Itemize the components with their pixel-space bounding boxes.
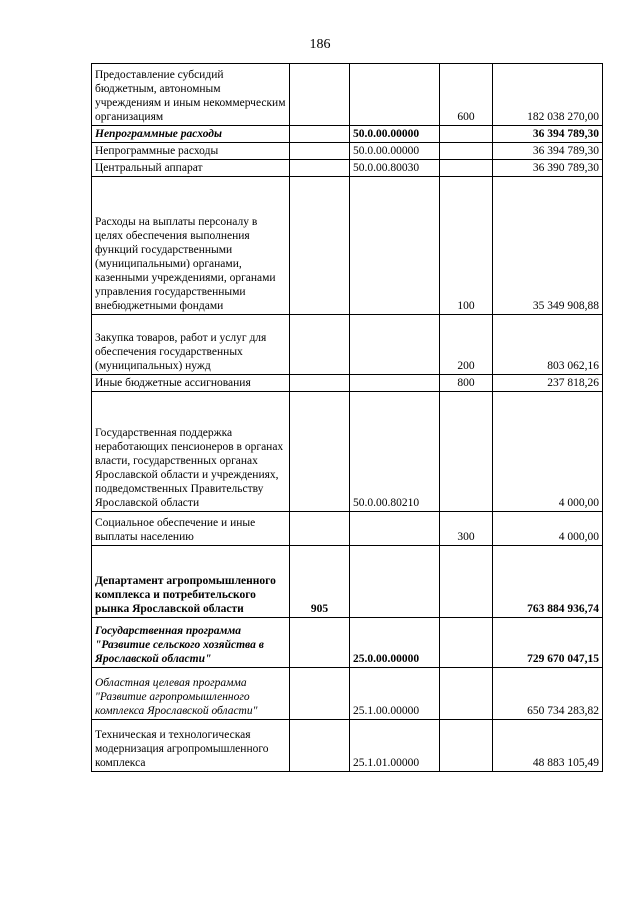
amount-cell: 803 062,16 [493,315,603,375]
amount-cell: 650 734 283,82 [493,668,603,720]
expense-name-cell: Техническая и технологическая модернизация агропромышленного комплекса [92,720,290,772]
ministry-code-cell [290,64,350,126]
ministry-code-cell [290,375,350,392]
amount-cell: 4 000,00 [493,392,603,512]
expense-type-code-cell [440,143,493,160]
target-article-code-cell: 25.0.00.00000 [350,618,440,668]
amount-cell: 36 394 789,30 [493,126,603,143]
table-row [92,160,603,177]
expense-name-cell: Непрограммные расходы [92,143,290,160]
ministry-code-cell: 905 [290,546,350,618]
target-article-code-cell: 50.0.00.80030 [350,160,440,177]
target-article-code-cell [350,64,440,126]
expense-name-cell: Центральный аппарат [92,160,290,177]
expense-name-cell: Государственная поддержка неработающих пенсионеров в органах власти, государственных органах Ярославской области и учреждениях, подведомственных Правительству Ярославской области [92,392,290,512]
table-row [92,177,603,315]
expense-name-cell: Предоставление субсидий бюджетным, автономным учреждениям и иным некоммерческим организациям [92,64,290,126]
target-article-code-cell: 50.0.00.00000 [350,126,440,143]
expense-type-code-cell [440,618,493,668]
amount-cell: 237 818,26 [493,375,603,392]
amount-cell: 36 390 789,30 [493,160,603,177]
ministry-code-cell [290,160,350,177]
table-row [92,64,603,126]
ministry-code-cell [290,720,350,772]
table-row [92,512,603,546]
ministry-code-cell [290,177,350,315]
ministry-code-cell [290,143,350,160]
amount-cell: 4 000,00 [493,512,603,546]
target-article-code-cell: 25.1.01.00000 [350,720,440,772]
table-row [92,315,603,375]
expense-name-cell: Социальное обеспечение и иные выплаты населению [92,512,290,546]
amount-cell: 35 349 908,88 [493,177,603,315]
expense-type-code-cell [440,720,493,772]
target-article-code-cell: 50.0.00.00000 [350,143,440,160]
target-article-code-cell [350,315,440,375]
table-row [92,126,603,143]
amount-cell: 182 038 270,00 [493,64,603,126]
ministry-code-cell [290,512,350,546]
ministry-code-cell [290,668,350,720]
table-row [92,392,603,512]
ministry-code-cell [290,392,350,512]
ministry-code-cell [290,126,350,143]
expense-name-cell: Непрограммные расходы [92,126,290,143]
expense-name-cell: Департамент агропромышленного комплекса и потребительского рынка Ярославской области [92,546,290,618]
table-row [92,546,603,618]
target-article-code-cell: 25.1.00.00000 [350,668,440,720]
table-row [92,375,603,392]
amount-cell: 763 884 936,74 [493,546,603,618]
amount-cell: 48 883 105,49 [493,720,603,772]
expense-type-code-cell: 600 [440,64,493,126]
expense-type-code-cell: 800 [440,375,493,392]
table-row [92,618,603,668]
target-article-code-cell [350,375,440,392]
table-row [92,143,603,160]
ministry-code-cell [290,618,350,668]
table-row [92,720,603,772]
expense-type-code-cell [440,546,493,618]
target-article-code-cell [350,546,440,618]
amount-cell: 729 670 047,15 [493,618,603,668]
expense-type-code-cell [440,668,493,720]
expense-type-code-cell: 100 [440,177,493,315]
expense-name-cell: Расходы на выплаты персоналу в целях обеспечения выполнения функций государственными (муниципальными) органами, казенными учреждениями, органами управления государственными внебюджетными фондами [92,177,290,315]
target-article-code-cell [350,177,440,315]
expense-type-code-cell: 300 [440,512,493,546]
target-article-code-cell: 50.0.00.80210 [350,392,440,512]
expense-name-cell: Областная целевая программа "Развитие агропромышленного комплекса Ярославской области" [92,668,290,720]
expense-type-code-cell [440,392,493,512]
ministry-code-cell [290,315,350,375]
expense-type-code-cell [440,160,493,177]
expense-name-cell: Закупка товаров, работ и услуг для обеспечения государственных (муниципальных) нужд [92,315,290,375]
budget-table-body [92,64,603,772]
expense-type-code-cell [440,126,493,143]
amount-cell: 36 394 789,30 [493,143,603,160]
page-number: 186 [309,37,331,52]
expense-name-cell: Государственная программа "Развитие сельского хозяйства в Ярославской области" [92,618,290,668]
table-row [92,668,603,720]
expense-name-cell: Иные бюджетные ассигнования [92,375,290,392]
target-article-code-cell [350,512,440,546]
budget-table [91,63,603,772]
expense-type-code-cell: 200 [440,315,493,375]
